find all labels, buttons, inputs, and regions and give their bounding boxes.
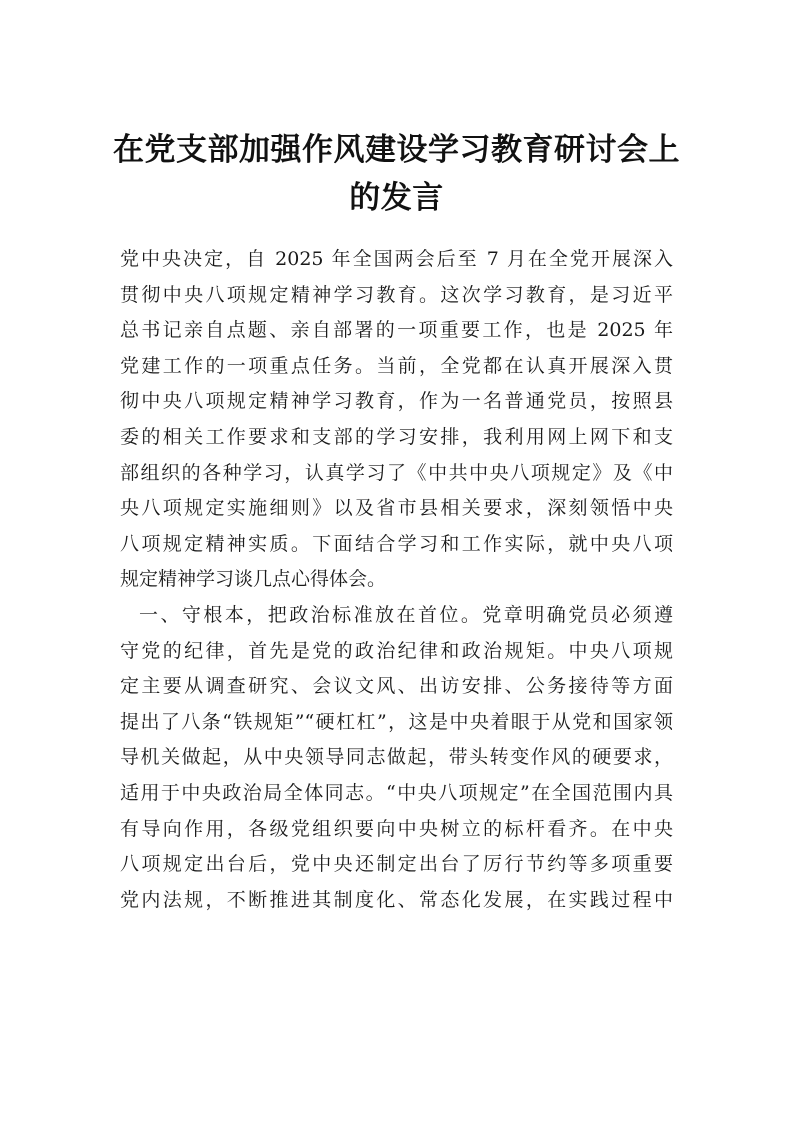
text-line: 央八项规定实施细则》以及省市县相关要求，深刻领悟中央: [120, 497, 673, 520]
document-title: [100, 126, 693, 222]
text-line: 党内法规，不断推进其制度化、常态化发展，在实践过程中: [120, 888, 673, 911]
text-line: 贯彻中央八项规定精神学习教育。这次学习教育，是习近平: [120, 283, 673, 306]
text-line: 导机关做起，从中央领导同志做起，带头转变作风的硬要求，: [120, 746, 673, 769]
text-line: 党建工作的一项重点任务。当前，全党都在认真开展深入贯: [120, 354, 673, 377]
section-heading-line: 一、守根本，把政治标准放在首位。党章明确党员必须遵: [139, 603, 673, 626]
text-line: 规定精神学习谈几点心得体会。: [120, 568, 387, 591]
title-line-2: 的发言: [349, 180, 444, 216]
document-body: [120, 242, 673, 918]
title-line-1: 在党支部加强作风建设学习教育研讨会上: [113, 132, 680, 168]
text-line: 适用于中央政治局全体同志。“中央八项规定”在全国范围内具: [120, 781, 673, 804]
text-line: 定主要从调查研究、会议文风、出访安排、公务接待等方面: [120, 675, 673, 698]
paragraph-section-one: [120, 598, 673, 918]
paragraph-intro: [120, 242, 673, 598]
text-line: 八项规定出台后，党中央还制定出台了厉行节约等多项重要: [120, 853, 673, 876]
text-line: 提出了八条“铁规矩”“硬杠杠”，这是中央着眼于从党和国家领: [120, 710, 673, 733]
text-line: 总书记亲自点题、亲自部署的一项重要工作，也是 2025 年: [120, 319, 673, 342]
text-line: 彻中央八项规定精神学习教育，作为一名普通党员，按照县: [120, 390, 673, 413]
text-line: 八项规定精神实质。下面结合学习和工作实际，就中央八项: [120, 532, 673, 555]
text-line: 有导向作用，各级党组织要向中央树立的标杆看齐。在中央: [120, 817, 673, 840]
text-line: 部组织的各种学习，认真学习了《中共中央八项规定》及《中: [120, 461, 673, 484]
text-line: 委的相关工作要求和支部的学习安排，我利用网上网下和支: [120, 425, 673, 448]
text-line: 党中央决定，自 2025 年全国两会后至 7 月在全党开展深入: [120, 248, 673, 270]
text-line: 守党的纪律，首先是党的政治纪律和政治规矩。中央八项规: [120, 639, 673, 662]
